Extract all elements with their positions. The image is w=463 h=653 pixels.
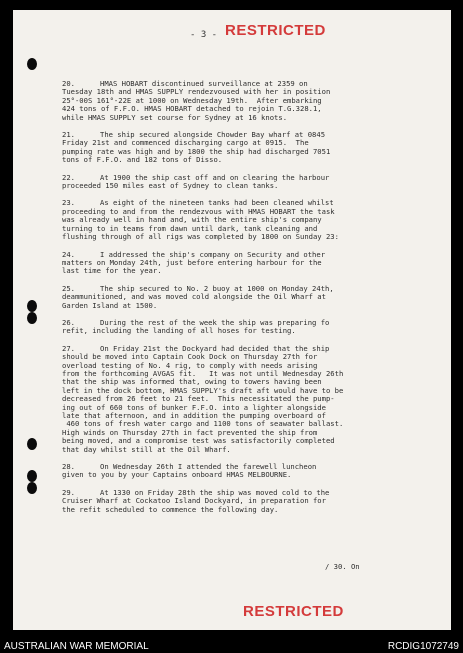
- paragraph-text: HMAS HOBART discontinued surveillance at 2359 on Tuesday 18th and HMAS SUPPLY rendezvoused with her in position 25°-00S 161°-22E at 1000 on Wednesday 19th. After embarking 424 tons of F.F.O. HMAS HOBART detached to rejoin T.G.328.1, while HMAS SUPPLY set course for Sydney at 16 knots.: [62, 79, 331, 122]
- paragraph-text: I addressed the ship's company on Security and other matters on Monday 24th, just before entering harbour for the last time for the year.: [62, 249, 326, 276]
- paragraph: [62, 345, 412, 454]
- paragraph-number: 27.: [62, 343, 75, 353]
- paragraph-text: At 1900 the ship cast off and on clearing the harbour proceeded 150 miles east of Sydney to clean tanks.: [62, 172, 330, 191]
- paragraph-number: 26.: [62, 317, 75, 327]
- paragraph-text: On Friday 21st the Dockyard had decided that the ship should be moved into Captain Cook Dock on Thursday 27th for overload testing of No. 4 rig, to comply with needs arising from the forthcoming AVGAS fit. It was not until Wednesday 26th that the ship was informed that, owing to towers having been left in the dock bottom, HMAS SUPPLY's draft aft would have to be decreased from 26 feet to 21 feet. This necessitated the pump- ing out of 660 tons of bunker F.F.O. into a lighter alongside late that afternoon, and in addition the pumping overboard of 460 tons of fresh water cargo and 1100 tons of seawater ballast. High winds on Thursday 27th in fact prevented the ship from being moved, and a compromise test was satisfactorily completed that day whilst still at the Oil Wharf.: [62, 343, 344, 454]
- paragraph-number: 22.: [62, 172, 75, 182]
- paragraph: [62, 131, 412, 165]
- archive-id: RCDIG1072749: [387, 641, 459, 652]
- punch-hole: [27, 312, 37, 324]
- punch-hole: [27, 482, 37, 494]
- archive-name: AUSTRALIAN WAR MEMORIAL: [4, 641, 149, 652]
- paragraph-number: 28.: [62, 462, 75, 472]
- paragraph: [62, 174, 412, 191]
- paragraph: [62, 80, 412, 122]
- paragraph: [62, 199, 412, 241]
- punch-hole: [27, 470, 37, 482]
- paragraph-text: The ship secured to No. 2 buoy at 1000 on Monday 24th, deammunitioned, and was moved cold alongside the Oil Wharf at Garden Island at 1500.: [62, 283, 334, 310]
- punch-hole: [27, 438, 37, 450]
- classification-stamp-top: RESTRICTED: [225, 22, 326, 39]
- continuation-marker: / 30. On: [325, 562, 360, 571]
- paragraph-text: During the rest of the week the ship was preparing fo refit, including the landing of all hoses for testing.: [62, 317, 330, 336]
- paragraph-text: On Wednesday 26th I attended the farewell luncheon given to you by your Captains onboard HMAS MELBOURNE.: [62, 462, 317, 480]
- archive-footer: [0, 630, 463, 653]
- classification-stamp-bottom: RESTRICTED: [243, 603, 344, 620]
- paragraph-number: 20.: [62, 79, 75, 88]
- document-body: [62, 80, 412, 523]
- punch-hole: [27, 58, 37, 70]
- paragraph-text: As eight of the nineteen tanks had been cleaned whilst proceeding to and from the rendezvous with HMAS HOBART the task was already well in hand and, with the entire ship's company turning to in teams from dawn until dark, tank cleaning and flushing through of all rigs was completed by 1800 on Sunday 23:: [62, 198, 339, 242]
- paragraph: [62, 251, 412, 276]
- paragraph: [62, 285, 412, 310]
- paragraph-number: 23.: [62, 198, 75, 208]
- paragraph-number: 24.: [62, 249, 75, 259]
- paragraph-text: The ship secured alongside Chowder Bay wharf at 0845 Friday 21st and commenced discharging cargo at 0915. The pumping rate was high and by 1800 the ship had discharged 7051 tons of F.F.O. and 182 tons of Disso.: [62, 130, 331, 165]
- paragraph-number: 21.: [62, 130, 75, 140]
- paragraph: [62, 319, 412, 336]
- paragraph-number: 29.: [62, 487, 75, 497]
- paragraph-number: 25.: [62, 283, 75, 293]
- paragraph: [62, 463, 412, 480]
- paragraph: [62, 489, 412, 514]
- page-number: - 3 -: [190, 30, 218, 40]
- paragraph-text: At 1330 on Friday 28th the ship was moved cold to the Cruiser Wharf at Cockatoo Island Dockyard, in preparation for the refit scheduled to commence the following day.: [62, 487, 330, 514]
- punch-hole: [27, 300, 37, 312]
